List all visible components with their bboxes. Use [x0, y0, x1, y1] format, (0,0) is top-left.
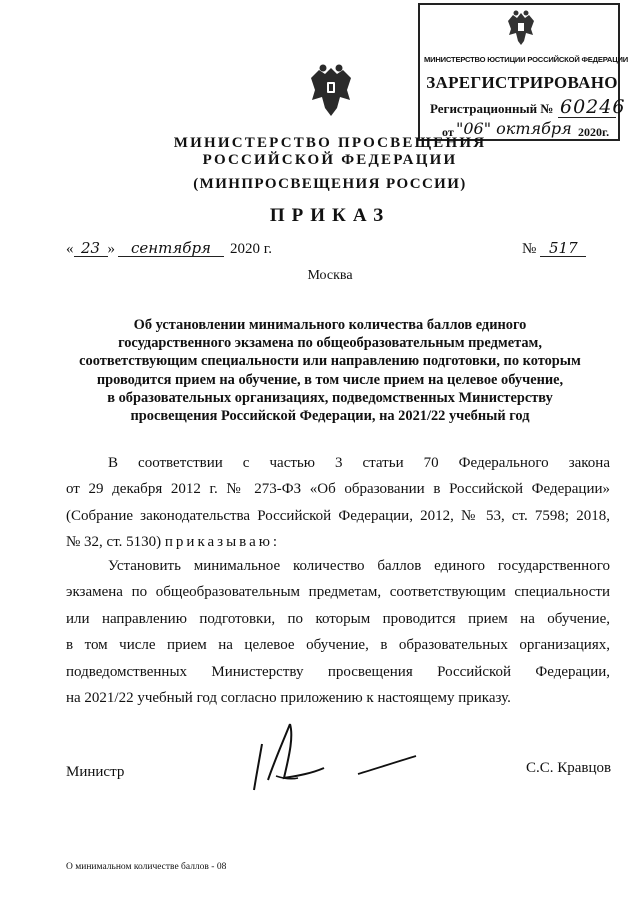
title-line: соответствующим специальности или направлению подготовки, по которым [79, 353, 581, 370]
stamp-registered: ЗАРЕГИСТРИРОВАНО [426, 73, 618, 92]
title-line: в образовательных организациях, подведомственных Министерству [107, 389, 553, 406]
order-city: Москва [307, 268, 353, 283]
title-line: проводится прием на обучение, в том числе прием на целевое обучение, [96, 371, 564, 388]
title-line: просвещения Российской Федерации, на 2021/22 учебный год [130, 408, 530, 425]
stamp-ministry-name: МИНИСТЕРСТВО ЮСТИЦИИ РОССИЙСКОЙ ФЕДЕРАЦИИ [424, 55, 629, 64]
order-day: 23 [74, 240, 108, 257]
preamble-citation-end: № 32, ст. 5130) [66, 534, 162, 551]
stamp-date-value: "06" октября [456, 119, 572, 138]
preamble-line [66, 529, 610, 555]
preamble-line: В соответствии с частью 3 статьи 70 Федерального закона [108, 455, 610, 471]
ministry-name-line2: РОССИЙСКОЙ ФЕДЕРАЦИИ [202, 152, 458, 168]
order-directive: приказываю: [164, 534, 281, 551]
operative-line: Установить минимальное количество баллов единого государственного [108, 558, 610, 574]
coat-of-arms-icon [306, 62, 356, 120]
ministry-name-line1: МИНИСТЕРСТВО ПРОСВЕЩЕНИЯ [173, 135, 487, 151]
handwritten-signature [238, 718, 428, 796]
registration-stamp [418, 3, 629, 141]
order-number [522, 240, 586, 258]
operative-line: на 2021/22 учебный год согласно приложению к настоящему приказу. [66, 690, 511, 707]
signer-name: С.С. Кравцов [526, 760, 612, 776]
order-date [66, 240, 272, 258]
order-month: сентября [118, 240, 224, 257]
operative-line: экзамена по общеобразовательным предметам, соответствующим специальности [66, 584, 610, 601]
operative-line: или направлению подготовки, по которым проводится прием на обучение, [66, 610, 610, 627]
preamble-line: от 29 декабря 2012 г. № 273-ФЗ «Об образовании в Российской Федерации» [66, 481, 610, 498]
preamble-paragraph [66, 450, 610, 556]
document-footer: О минимальном количестве баллов - 08 [66, 862, 227, 872]
preamble-line: (Собрание законодательства Российской Федерации, 2012, № 53, ст. 7598; 2018, [66, 507, 610, 524]
stamp-reg-number-label: Регистрационный № [430, 101, 554, 116]
operative-line: подведомственных Министерству просвещения Российской Федерации, [66, 663, 610, 680]
date-quote-open: « [66, 241, 74, 257]
title-line: Об установлении минимального количества баллов единого [133, 317, 527, 333]
title-line: государственного экзамена по общеобразовательным предметам, [118, 335, 542, 352]
stamp-date-label: от [442, 125, 454, 139]
order-number-value: 517 [540, 240, 586, 257]
signer-title: Министр [66, 764, 125, 780]
order-year: 2020 г. [230, 241, 272, 257]
ministry-short-name: (МИНПРОСВЕЩЕНИЯ РОССИИ) [193, 176, 467, 192]
operative-paragraph [66, 553, 610, 711]
date-quote-close: » [107, 241, 115, 257]
operative-line: в том числе прием на целевое обучение, в образовательных организациях, [66, 637, 610, 654]
eagle-emblem-icon [504, 9, 538, 47]
stamp-year: 2020г. [578, 125, 610, 139]
order-title [76, 316, 584, 425]
stamp-reg-number-underline [558, 117, 616, 118]
document-type-heading: ПРИКАЗ [269, 205, 391, 226]
order-number-label: № [522, 241, 537, 257]
stamp-reg-number-value: 60246 [560, 96, 626, 118]
